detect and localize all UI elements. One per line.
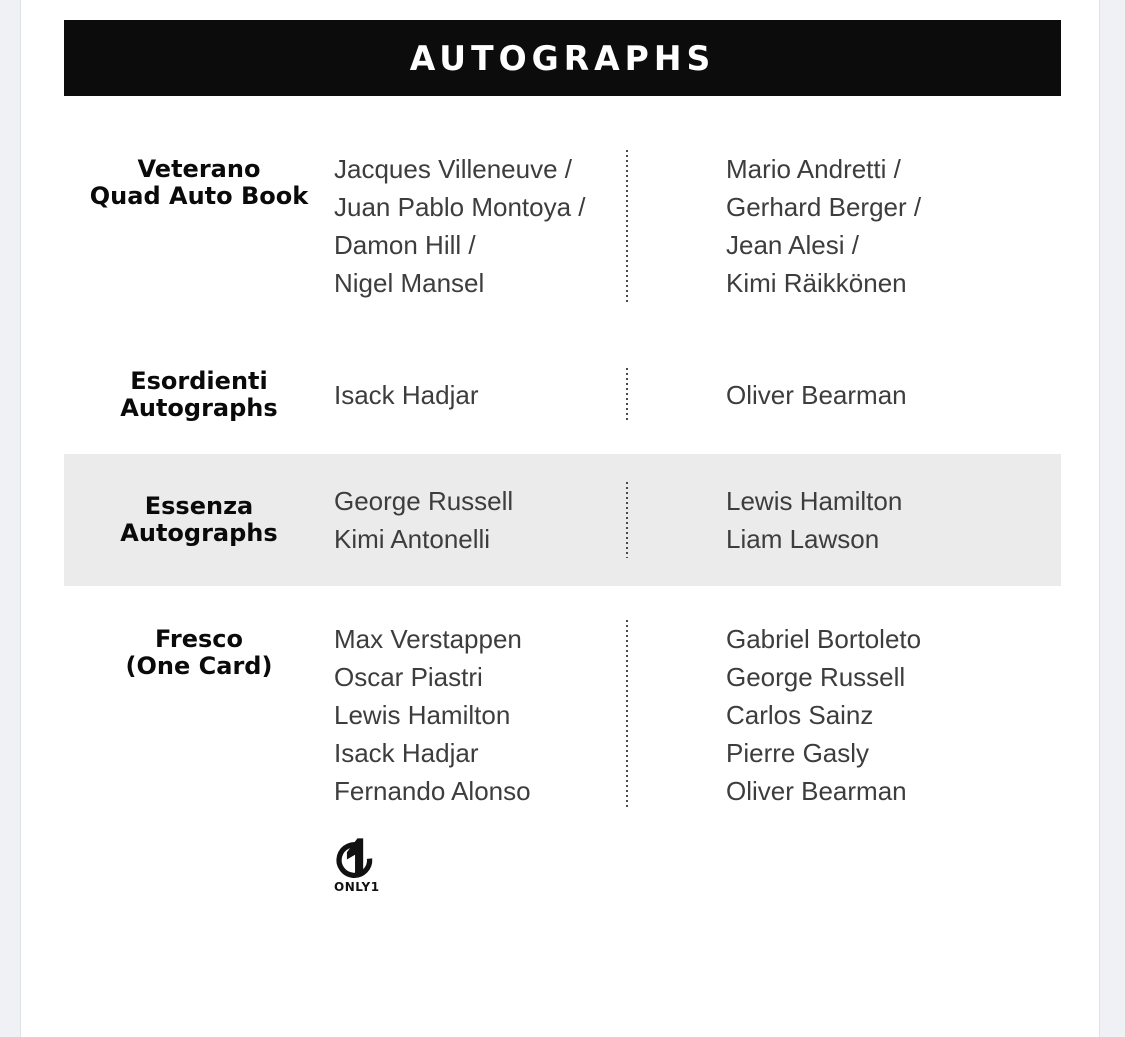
driver-name: Oliver Bearman bbox=[726, 776, 907, 806]
driver-name: Kimi Antonelli bbox=[334, 524, 491, 554]
table-row-essenza-autographs bbox=[64, 454, 1061, 586]
banner-title: AUTOGRAPHS bbox=[409, 38, 716, 78]
names-column-left bbox=[334, 150, 626, 302]
driver-name: Jean Alesi / bbox=[726, 230, 859, 260]
row-category-label: Veterano Quad Auto Book bbox=[89, 155, 309, 210]
driver-name: Pierre Gasly bbox=[726, 738, 870, 768]
driver-name: George Russell bbox=[726, 662, 906, 692]
only1-logo bbox=[334, 836, 404, 894]
driver-name: Carlos Sainz bbox=[726, 700, 874, 730]
driver-name: Lewis Hamilton bbox=[726, 486, 903, 516]
names-column-right bbox=[628, 150, 1061, 302]
driver-name: Damon Hill / bbox=[334, 230, 476, 260]
table-row-esordienti-autographs bbox=[64, 368, 1061, 422]
table-row-fresco-one-card bbox=[64, 620, 1061, 810]
autographs-banner bbox=[64, 20, 1061, 96]
driver-name: Lewis Hamilton bbox=[334, 700, 511, 730]
checklist-page bbox=[20, 0, 1100, 1037]
driver-name: Isack Hadjar bbox=[334, 380, 479, 410]
names-column-right bbox=[628, 482, 1061, 558]
driver-name: Gerhard Berger / bbox=[726, 192, 922, 222]
driver-name: Juan Pablo Montoya / bbox=[334, 192, 586, 222]
autograph-table bbox=[64, 150, 1061, 810]
row-category-label: Essenza Autographs bbox=[120, 492, 278, 547]
driver-name: Oscar Piastri bbox=[334, 662, 483, 692]
driver-name: Max Verstappen bbox=[334, 624, 522, 654]
driver-name: Kimi Räikkönen bbox=[726, 268, 907, 298]
driver-name: Gabriel Bortoleto bbox=[726, 624, 922, 654]
names-column-left bbox=[334, 620, 626, 810]
driver-name: Jacques Villeneuve / bbox=[334, 154, 573, 184]
names-column-right bbox=[628, 376, 1061, 414]
only1-circle-one-logo-icon bbox=[334, 836, 378, 882]
only1-logo-label: ONLY1 bbox=[334, 880, 380, 894]
names-column-left bbox=[334, 482, 626, 558]
names-column-left bbox=[334, 376, 626, 414]
table-row-veterano-quad-auto-book bbox=[64, 150, 1061, 302]
driver-name: Fernando Alonso bbox=[334, 776, 531, 806]
row-category-label: Fresco (One Card) bbox=[125, 625, 273, 680]
driver-name: Oliver Bearman bbox=[726, 380, 907, 410]
driver-name: Nigel Mansel bbox=[334, 268, 485, 298]
driver-name: Liam Lawson bbox=[726, 524, 880, 554]
driver-name: Isack Hadjar bbox=[334, 738, 479, 768]
driver-name: Mario Andretti / bbox=[726, 154, 901, 184]
names-column-right bbox=[628, 620, 1061, 810]
row-category-label: Esordienti Autographs bbox=[120, 367, 278, 422]
driver-name: George Russell bbox=[334, 486, 514, 516]
